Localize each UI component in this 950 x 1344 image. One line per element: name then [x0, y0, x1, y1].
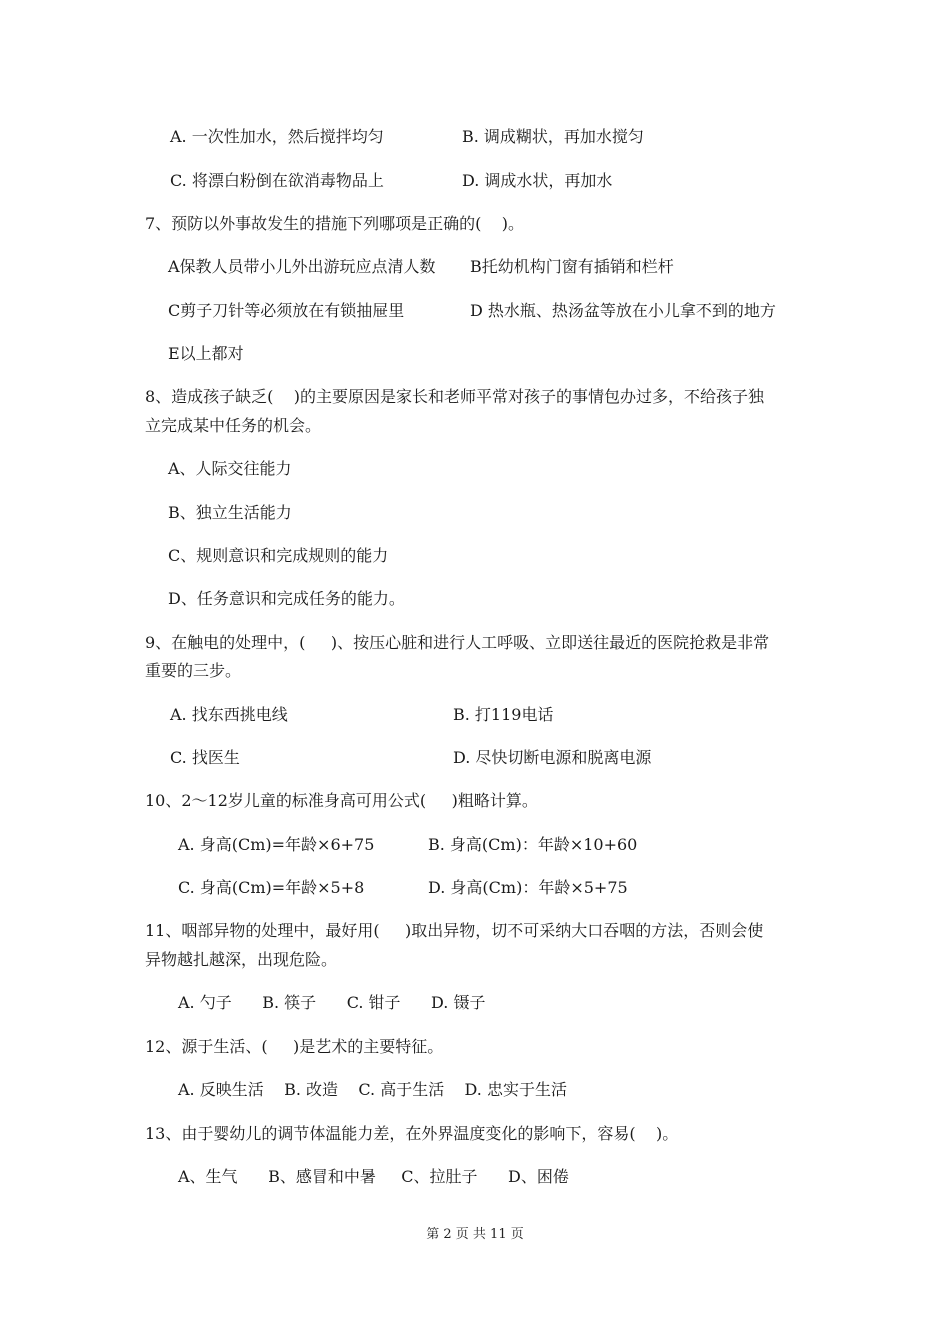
q8-option-b: B、独立生活能力	[168, 503, 292, 522]
q7-option-e: E以上都对	[168, 344, 244, 363]
q9-option-b: B. 打119电话	[453, 705, 554, 724]
q10-option-d: D. 身高(Cm)：年龄×5+75	[428, 878, 628, 897]
q8-option-c: C、规则意识和完成规则的能力	[168, 546, 389, 565]
q11-stem-line2: 异物越扎越深，出现危险。	[145, 950, 338, 969]
q6-option-b: B. 调成糊状，再加水搅匀	[462, 127, 644, 146]
q6-option-d: D. 调成水状，再加水	[462, 171, 613, 190]
q6-option-a: A. 一次性加水，然后搅拌均匀	[170, 127, 384, 146]
q7-option-c: C剪子刀针等必须放在有锁抽屉里	[168, 301, 405, 320]
q10-stem: 10、2～12岁儿童的标准身高可用公式( )粗略计算。	[145, 791, 538, 810]
q8-stem-line2: 立完成某中任务的机会。	[145, 416, 322, 435]
q11-options: A. 勺子 B. 筷子 C. 钳子 D. 镊子	[178, 993, 486, 1012]
q11-stem-line1: 11、咽部异物的处理中，最好用( )取出异物，切不可采纳大口吞咽的方法，否则会使	[145, 921, 764, 940]
q12-stem: 12、源于生活、( )是艺术的主要特征。	[145, 1037, 444, 1056]
q10-option-b: B. 身高(Cm)：年龄×10+60	[428, 835, 638, 854]
page-footer: 第 2 页 共 11 页	[426, 1227, 524, 1242]
q8-stem-line1: 8、造成孩子缺乏( )的主要原因是家长和老师平常对孩子的事情包办过多，不给孩子独	[145, 387, 765, 406]
q6-option-c: C. 将漂白粉倒在欲消毒物品上	[170, 171, 384, 190]
q8-option-d: D、任务意识和完成任务的能力。	[168, 589, 405, 608]
q7-stem: 7、预防以外事故发生的措施下列哪项是正确的( )。	[145, 214, 525, 233]
q7-option-d: D 热水瓶、热汤盆等放在小儿拿不到的地方	[470, 301, 776, 320]
q8-option-a: A、人际交往能力	[168, 459, 292, 478]
q10-option-a: A. 身高(Cm)=年龄×6+75	[178, 835, 375, 854]
q13-options: A、生气 B、感冒和中暑 C、拉肚子 D、困倦	[178, 1167, 569, 1186]
q12-options: A. 反映生活 B. 改造 C. 高于生活 D. 忠实于生活	[178, 1080, 567, 1099]
q10-option-c: C. 身高(Cm)=年龄×5+8	[178, 878, 365, 897]
q13-stem: 13、由于婴幼儿的调节体温能力差，在外界温度变化的影响下，容易( )。	[145, 1124, 679, 1143]
q9-stem-line2: 重要的三步。	[145, 661, 242, 680]
q7-option-a: A保教人员带小儿外出游玩应点清人数	[168, 257, 436, 276]
q9-option-a: A. 找东西挑电线	[170, 705, 288, 724]
q9-option-c: C. 找医生	[170, 748, 240, 767]
q7-option-b: B托幼机构门窗有插销和栏杆	[470, 257, 674, 276]
q9-option-d: D. 尽快切断电源和脱离电源	[453, 748, 652, 767]
q9-stem-line1: 9、在触电的处理中，( )、按压心脏和进行人工呼吸、立即送往最近的医院抢救是非常	[145, 633, 770, 652]
